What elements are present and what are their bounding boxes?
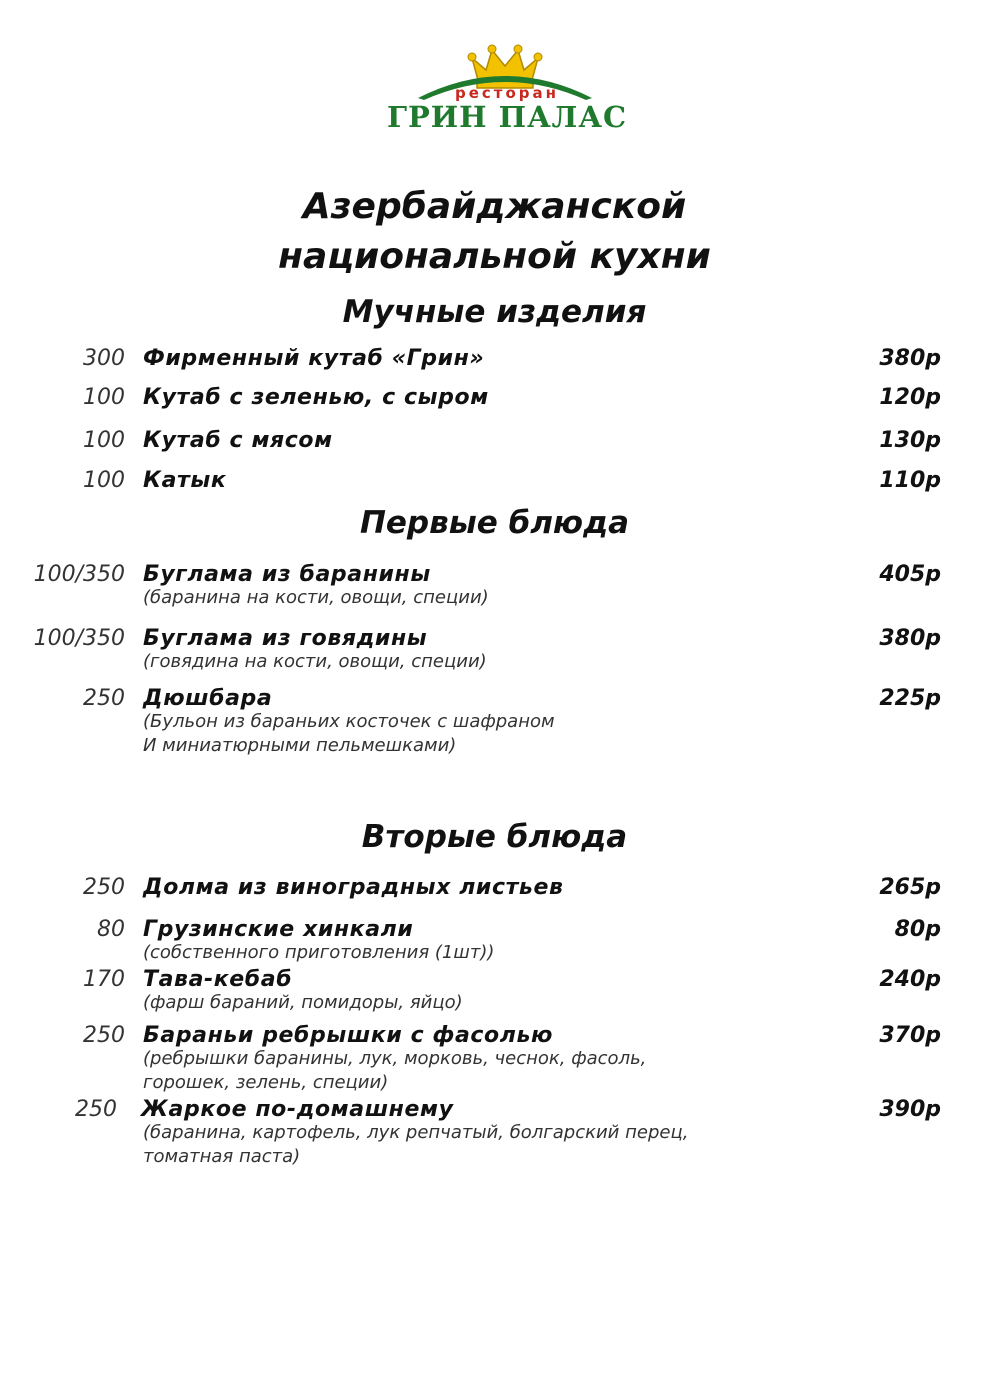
item-price: 130р <box>879 428 941 453</box>
item-price: 380р <box>879 626 941 651</box>
item-price: 110р <box>879 468 941 493</box>
item-price: 380р <box>879 346 941 371</box>
item-description: (баранина, картофель, лук репчатый, болгарский перец, томатная паста) <box>143 1122 689 1167</box>
item-description: (Бульон из бараньих косточек с шафраном И миниатюрными пельмешками) <box>143 711 555 756</box>
item-description: (фарш бараний, помидоры, яйцо) <box>143 992 463 1013</box>
item-weight: 100/350 <box>33 626 125 651</box>
item-name: Фирменный кутаб «Грин» <box>143 346 485 371</box>
item-weight: 250 <box>83 686 125 711</box>
item-name: Долма из виноградных листьев <box>143 875 564 900</box>
item-weight: 300 <box>83 346 125 371</box>
item-name: Буглама из говядины <box>143 626 428 651</box>
item-name: Грузинские хинкали <box>143 917 414 942</box>
item-name: Кутаб с мясом <box>143 428 333 453</box>
section-title: Первые блюда <box>359 505 630 541</box>
item-name: Жаркое по-домашнему <box>141 1097 454 1122</box>
item-description: (собственного приготовления (1шт)) <box>143 942 495 963</box>
logo-subtitle: ресторан <box>454 84 560 102</box>
item-name: Бараньи ребрышки с фасолью <box>143 1023 553 1048</box>
item-price: 240р <box>879 967 941 992</box>
section-title: Вторые блюда <box>361 819 628 855</box>
item-price: 80р <box>894 917 941 942</box>
logo-name: ГРИН ПАЛАС <box>386 100 628 134</box>
item-weight: 250 <box>83 1023 125 1048</box>
page-title: Азербайджанской национальной кухни <box>278 186 711 277</box>
item-weight: 100 <box>83 468 125 493</box>
restaurant-logo <box>380 40 630 135</box>
item-price: 370р <box>879 1023 941 1048</box>
item-name: Тава-кебаб <box>143 967 293 992</box>
item-name: Катык <box>143 468 227 493</box>
item-price: 405р <box>879 562 941 587</box>
item-name: Буглама из баранины <box>143 562 431 587</box>
section-title: Мучные изделия <box>342 294 647 330</box>
item-description: (говядина на кости, овощи, специи) <box>143 651 487 672</box>
item-price: 265р <box>879 875 941 900</box>
item-name: Дюшбара <box>143 686 273 711</box>
item-weight: 170 <box>83 967 125 992</box>
item-name: Кутаб с зеленью, с сыром <box>143 385 489 410</box>
item-weight: 100 <box>83 385 125 410</box>
item-description: (ребрышки баранины, лук, морковь, чеснок, фасоль, горошек, зелень, специи) <box>143 1048 647 1093</box>
item-weight: 80 <box>97 917 125 942</box>
item-weight: 100/350 <box>33 562 125 587</box>
item-description: (баранина на кости, овощи, специи) <box>143 587 489 608</box>
item-weight: 250 <box>75 1097 117 1122</box>
item-price: 225р <box>879 686 941 711</box>
item-weight: 250 <box>83 875 125 900</box>
item-price: 390р <box>879 1097 941 1122</box>
item-weight: 100 <box>83 428 125 453</box>
item-price: 120р <box>879 385 941 410</box>
